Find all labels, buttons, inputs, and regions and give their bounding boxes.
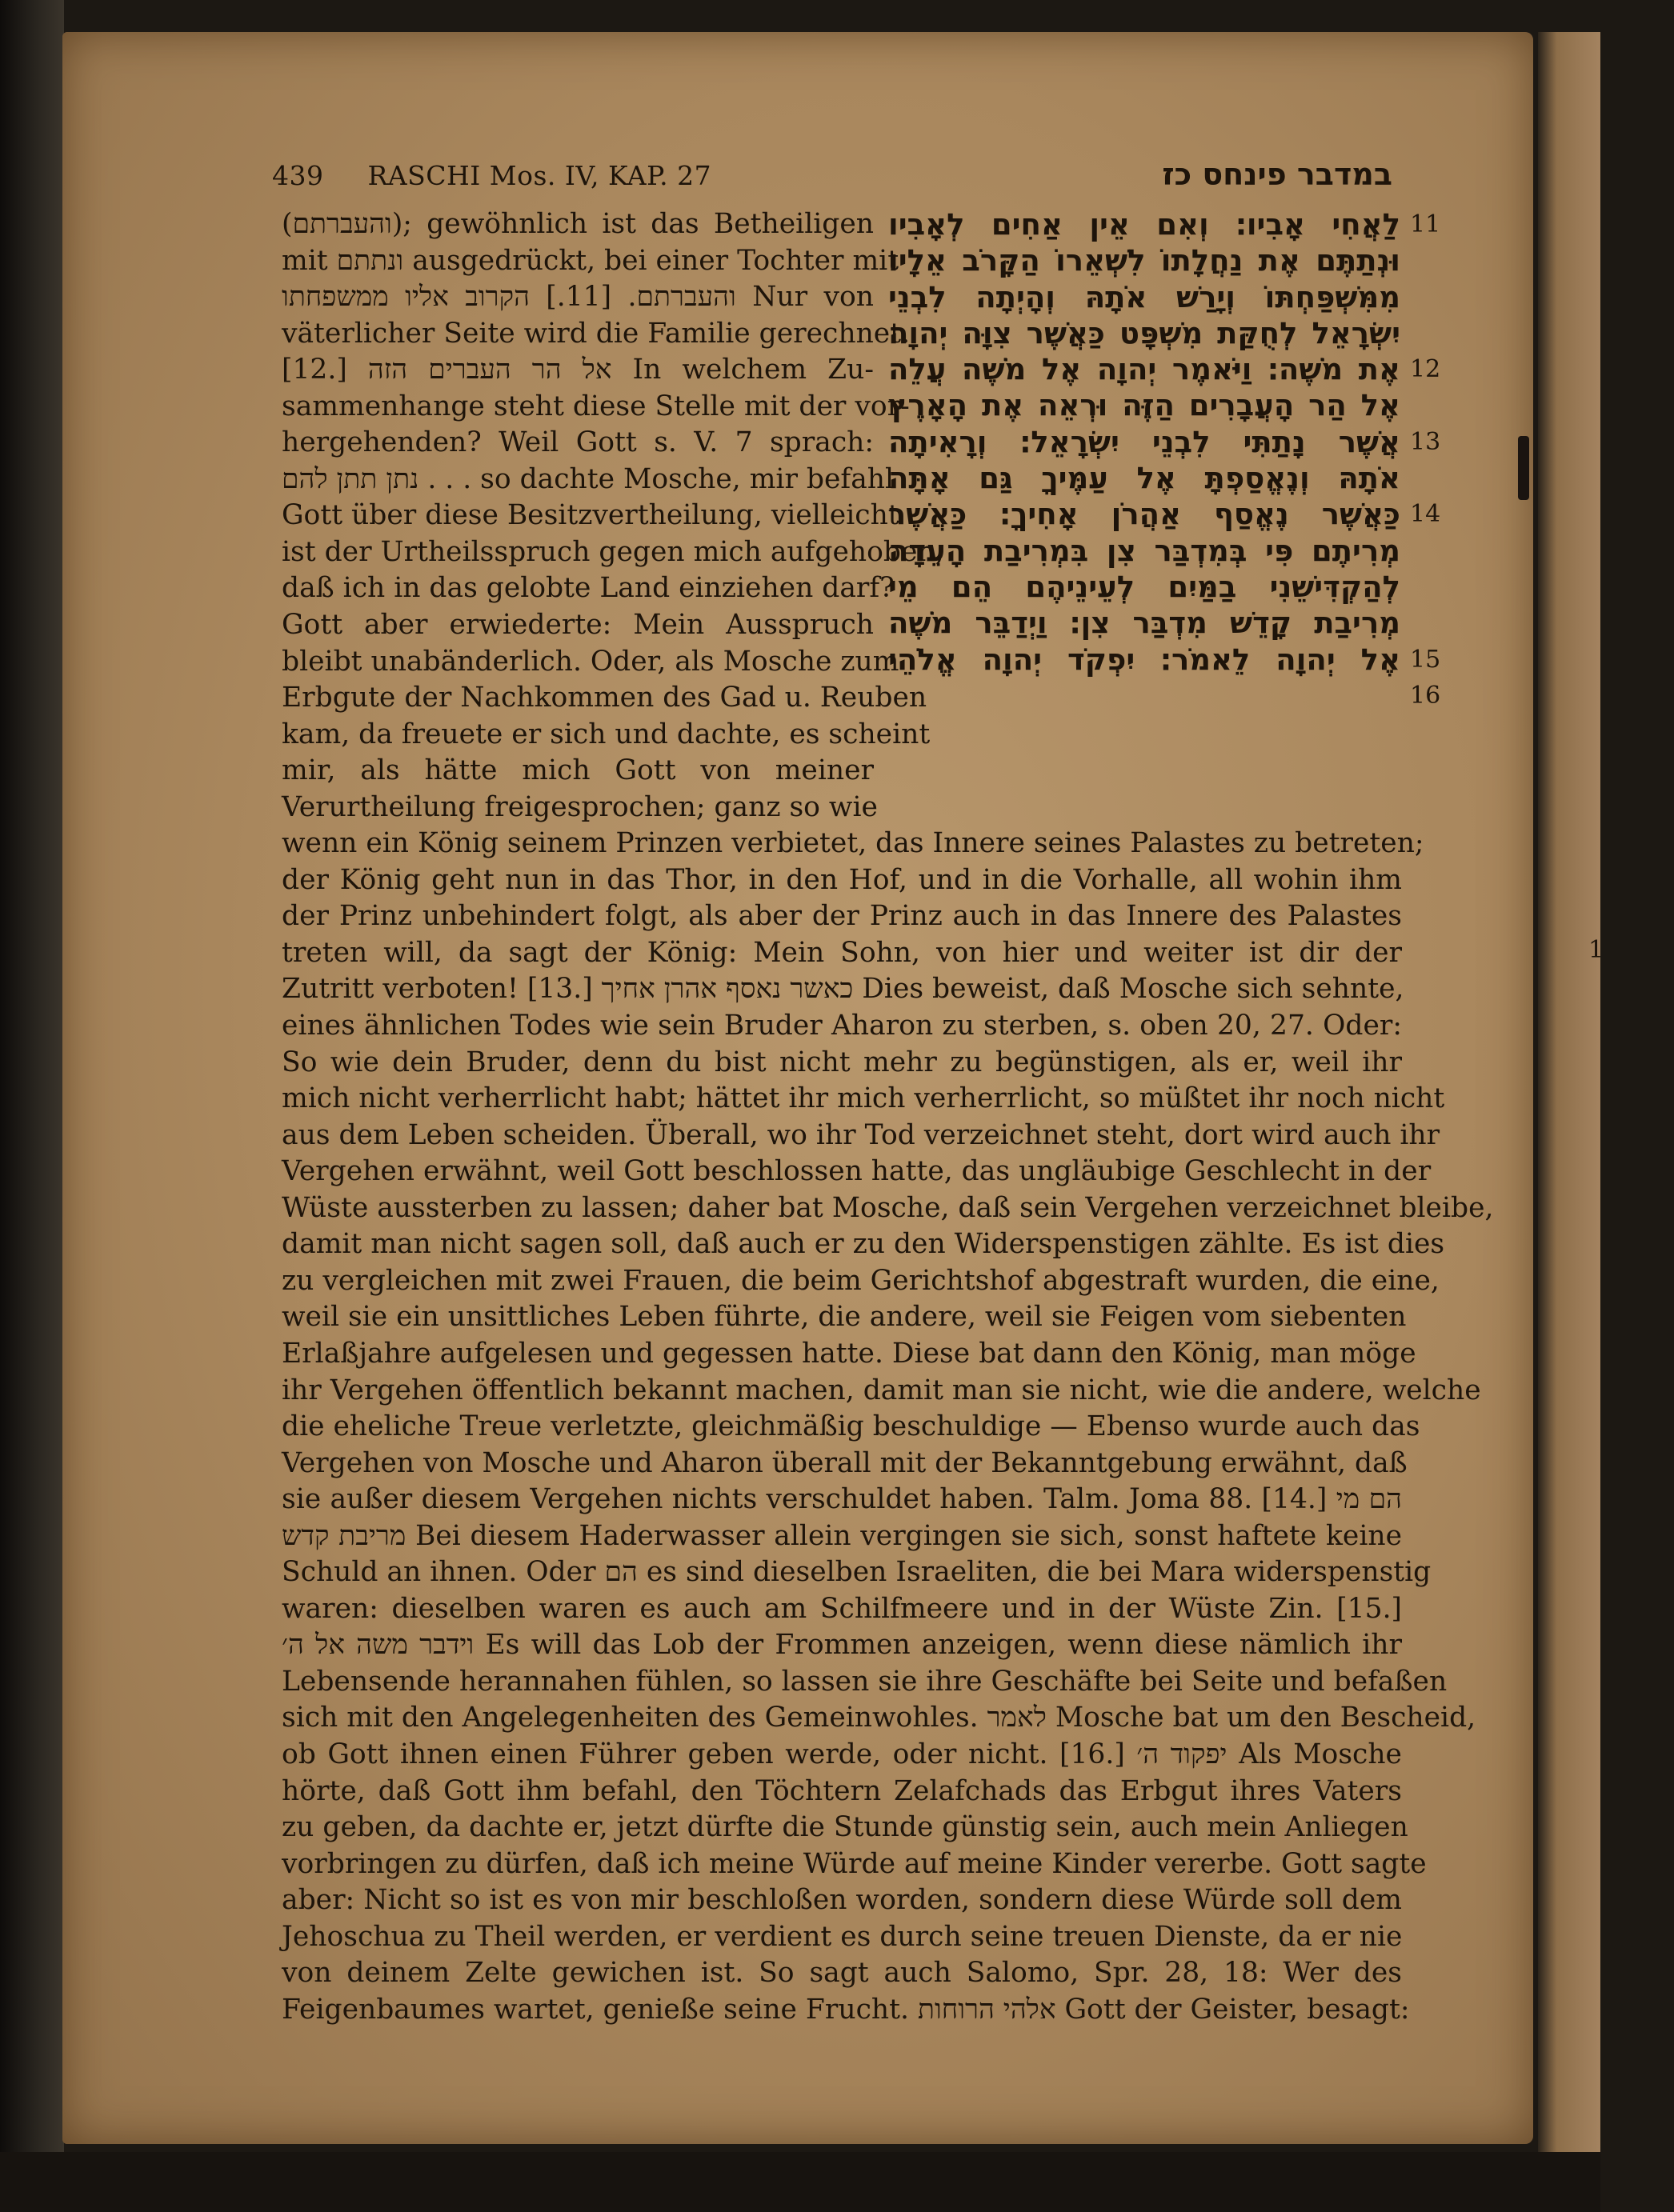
commentary-line: daß ich in das gelobte Land einziehen darf?: [282, 572, 895, 605]
commentary-line: wenn ein König seinem Prinzen verbietet, das Innere seines Palastes zu betreten;: [282, 827, 1424, 860]
verse-number: 12: [1410, 355, 1441, 384]
commentary-line: Lebensende herannahen fühlen, so lassen sie ihre Geschäfte bei Seite und befaßen: [282, 1665, 1448, 1698]
commentary-line: treten will, da sagt der König: Mein Sohn, von hier und weiter ist dir der: [282, 936, 1402, 969]
commentary-line: ist der Urtheilsspruch gegen mich aufgehoben,: [282, 535, 944, 568]
commentary-line: Erbgute der Nachkommen des Gad u. Reuben: [282, 682, 927, 714]
commentary-line: והעברתם. [11.] הקרוב אליו ממשפחתו Nur von: [282, 281, 874, 314]
commentary-line: aber: Nicht so ist es von mir beschloßen worden, sondern diese Würde soll dem: [282, 1884, 1402, 1917]
commentary-text: [282, 206, 1674, 2028]
commentary-line: Gott aber erwiederte: Mein Ausspruch: [282, 609, 874, 642]
hebrew-line: אֶל הַר הָעֲבָרִים הַזֶּה וּרְאֵה אֶת הָאָרֶץ: [888, 388, 1400, 423]
commentary-line: mir, als hätte mich Gott von meiner: [282, 754, 874, 787]
header-left: [272, 160, 711, 191]
commentary-line: Jehoschua zu Theil werden, er verdient es durch seine treuen Dienste, da er nie: [282, 1920, 1403, 1953]
commentary-line: וידבר משה אל ה׳ Es will das Lob der Frommen anzeigen, wenn diese nämlich ihr: [282, 1629, 1402, 1662]
commentary-line: ihr Vergehen öffentlich bekannt machen, damit man sie nicht, wie die andere, welche: [282, 1374, 1481, 1406]
commentary-line: hergehenden? Weil Gott s. V. 7 sprach:: [282, 426, 874, 459]
commentary-line: die eheliche Treue verletzte, gleichmäßig beschuldige — Ebenso wurde auch das: [282, 1410, 1420, 1443]
commentary-line: Vergehen erwähnt, weil Gott beschlossen hatte, das ungläubige Geschlecht in der: [282, 1155, 1432, 1188]
commentary-line: Wüste aussterben zu lassen; daher bat Mosche, daß sein Vergehen verzeichnet bleibe,: [282, 1191, 1494, 1224]
hebrew-line: אֶל יְהוָה לֵאמֹר׃ יִפְקֹד יְהוָה אֱלֹהֵי: [888, 642, 1400, 677]
commentary-line: damit man nicht sagen soll, daß auch er zu den Widerspenstigen zählte. Es ist dies: [282, 1228, 1445, 1261]
commentary-line: מריבת קדש Bei diesem Haderwasser allein vergingen sie sich, sonst haftete keine: [282, 1519, 1403, 1552]
commentary-line: mich nicht verherrlicht habt; hättet ihr mich verherrlicht, so müßtet ihr noch nicht: [282, 1082, 1445, 1115]
commentary-line: Verurtheilung freigesprochen; ganz so wie: [282, 790, 878, 823]
verse-number: 13: [1410, 427, 1441, 456]
commentary-line: väterlicher Seite wird die Familie gerechnet.: [282, 317, 911, 350]
commentary-line: aus dem Leben scheiden. Überall, wo ihr Tod verzeichnet steht, dort wird auch ihr: [282, 1118, 1440, 1151]
verse-number: 11: [1410, 210, 1441, 238]
header-title: RASCHI Mos. IV, KAP. 27: [367, 160, 712, 191]
commentary-line: sich mit den Angelegenheiten des Gemeinwohles. לאמר Mosche bat um den Bescheid,: [282, 1702, 1476, 1734]
verse-number: 14: [1410, 500, 1441, 529]
commentary-line: Erlaßjahre aufgelesen und gegessen hatte. Diese bat dann den König, man möge: [282, 1337, 1416, 1370]
commentary-line: Vergehen von Mosche und Aharon überall mit der Bekanntgebung erwähnt, daß: [282, 1446, 1408, 1479]
commentary-line: eines ähnlichen Todes wie sein Bruder Aharon zu sterben, s. oben 20, 27. Oder:: [282, 1010, 1402, 1042]
commentary-line: kam, da freuete er sich und dachte, es scheint: [282, 718, 931, 750]
hebrew-line: כַּאֲשֶׁר נֶאֱסַף אַהֲרֹן אָחִיךָ׃ כַּאֲשֶׁר: [888, 497, 1400, 532]
hebrew-line: לְהַקְדִּישֵׁנִי בַמַּיִם לְעֵינֵיהֶם הֵם מֵי: [888, 569, 1400, 604]
hebrew-line: מִמִּשְׁפַּחְתּוֹ וְיָרַשׁ אֹתָהּ וְהָיְתָה לִבְנֵי: [888, 279, 1400, 314]
adjacent-page-mark: 1: [1588, 936, 1604, 964]
commentary-line: Schuld an ihnen. Oder הם es sind dieselben Israeliten, die bei Mara widerspenstig: [282, 1556, 1432, 1589]
running-header: [272, 157, 1552, 200]
commentary-line: Gott über diese Besitzvertheilung, vielleicht: [282, 499, 899, 532]
verse-number: 15: [1410, 645, 1441, 674]
page-number: 439: [272, 160, 324, 191]
bottom-edge: [0, 2152, 1600, 2212]
commentary-line: zu vergleichen mit zwei Frauen, die beim Gerichtshof abgestraft wurden, die eine,: [282, 1264, 1440, 1297]
commentary-line: Zutritt verboten! [13.] כאשר נאסף אהרן אחיך Dies beweist, daß Mosche sich sehnte,: [282, 973, 1404, 1006]
book-binding: [0, 0, 64, 2212]
commentary-line: [12.] אל הר העברים הזה In welchem Zu-: [282, 354, 874, 386]
commentary-line: weil sie ein unsittliches Leben führte, die andere, weil sie Feigen vom siebenten: [282, 1301, 1407, 1334]
commentary-line: (והעברתם); gewöhnlich ist das Betheiligen: [282, 208, 874, 240]
commentary-line: hörte, daß Gott ihm befahl, den Töchtern Zelafchads das Erbgut ihres Vaters: [282, 1774, 1402, 1807]
commentary-line: bleibt unabänderlich. Oder, als Mosche zum: [282, 645, 899, 678]
commentary-line: von deinem Zelte gewichen ist. So sagt auch Salomo, Spr. 28, 18: Wer des: [282, 1957, 1402, 1990]
hebrew-line: אֹתָהּ וְנֶאֱסַפְתָּ אֶל עַמֶּיךָ גַּם אָתָּה: [888, 461, 1400, 496]
commentary-line: sammenhange steht diese Stelle mit der vor-: [282, 390, 910, 422]
commentary-line: vorbringen zu dürfen, daß ich meine Würde auf meine Kinder vererbe. Gott sagte: [282, 1847, 1427, 1880]
commentary-line: der Prinz unbehindert folgt, als aber der Prinz auch in das Innere des Palastes: [282, 900, 1402, 933]
hebrew-line: אֶת מֹשֶׁה׃ וַיֹּאמֶר יְהוָה אֶל מֹשֶׁה עֲלֵה: [888, 352, 1400, 387]
commentary-line: sie außer diesem Vergehen nichts verschuldet haben. Talm. Joma 88. [14.] הם מי: [282, 1483, 1402, 1516]
hebrew-line: אֲשֶׁר נָתַתִּי לִבְנֵי יִשְׂרָאֵל׃ וְרָאִיתָה: [888, 424, 1400, 459]
commentary-line: Feigenbaumes wartet, genieße seine Frucht. אלהי הרוחות Gott der Geister, besagt:: [282, 1993, 1410, 2026]
commentary-line: zu geben, da dachte er, jetzt dürfte die Stunde günstig sein, auch mein Anliegen: [282, 1811, 1408, 1844]
hebrew-line: וּנְתַתֶּם אֶת נַחֲלָתוֹ לִשְׁאֵרוֹ הַקָּרֹב אֵלָיו: [888, 243, 1400, 278]
hebrew-line: יִשְׂרָאֵל לְחֻקַּת מִשְׁפָּט כַּאֲשֶׁר צִוָּה יְהוָה: [888, 315, 1400, 350]
commentary-line: ob Gott ihnen einen Führer geben werde, oder nicht. [16.] יפקוד ה׳ Als Mosche: [282, 1738, 1402, 1770]
commentary-line: mit ונתתם ausgedrückt, bei einer Tochter mit: [282, 244, 899, 277]
hebrew-line: מְרִיבַת קָדֵשׁ מִדְבַּר צִן׃ וַיְדַבֵּר מֹשֶׁה: [888, 606, 1400, 641]
hebrew-line: מְרִיתֶם פִּי בְּמִדְבַּר צִן בִּמְרִיבַת הָעֵדָה: [888, 533, 1400, 568]
commentary-line: waren: dieselben waren es auch am Schilfmeere und in der Wüste Zin. [15.]: [282, 1592, 1402, 1625]
commentary-line: נתן תתן להם . . . so dachte Mosche, mir befahl: [282, 462, 895, 495]
commentary-line: der König geht nun in das Thor, in den Hof, und in die Vorhalle, all wohin ihm: [282, 863, 1402, 896]
header-hebrew-title: במדבר פינחס כז: [1162, 157, 1392, 192]
verse-number: 16: [1410, 681, 1441, 710]
hebrew-line: לַאֲחִי אָבִיו׃ וְאִם אֵין אַחִים לְאָבִיו: [888, 207, 1400, 242]
commentary-line: So wie dein Bruder, denn du bist nicht mehr zu begünstigen, als er, weil ihr: [282, 1046, 1402, 1078]
